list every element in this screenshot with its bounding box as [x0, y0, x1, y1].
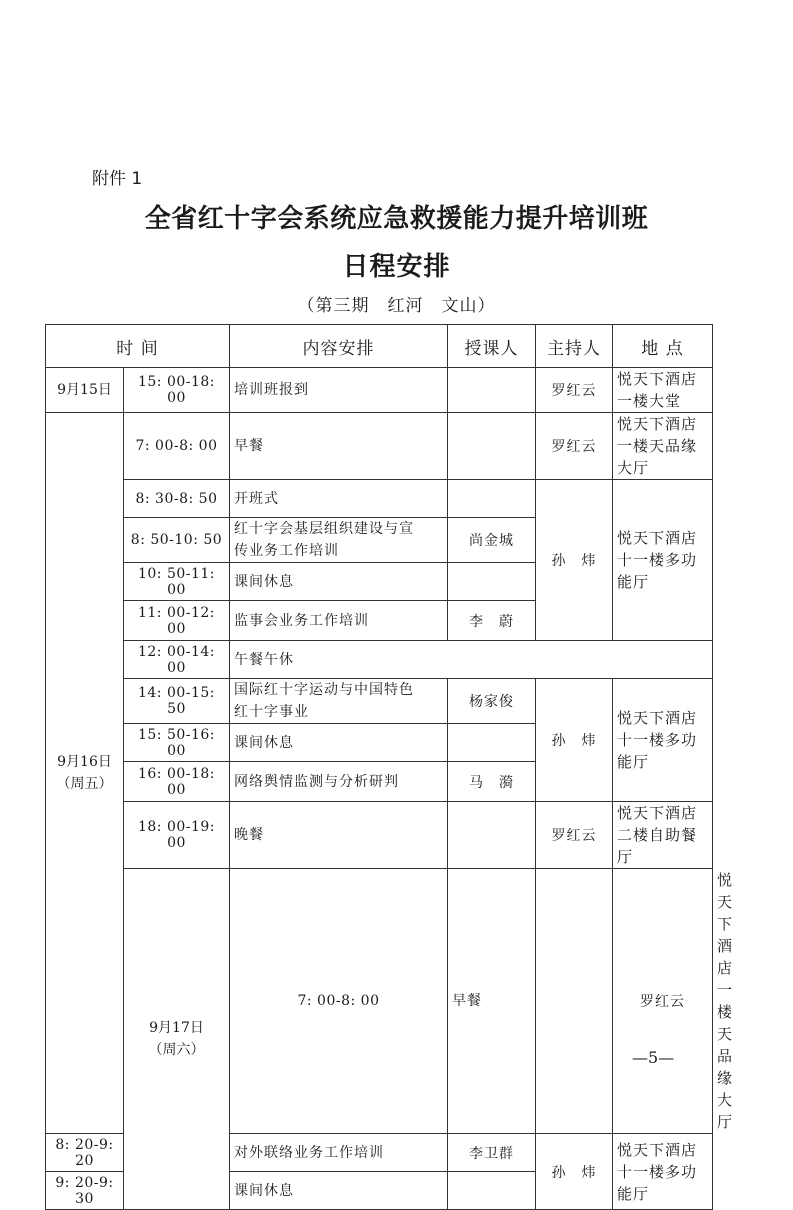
- lecturer-cell: 马 漪: [448, 762, 536, 802]
- content-cell: 午餐午休: [230, 641, 713, 679]
- schedule-table: [45, 324, 734, 1210]
- content-cell: 网络舆情监测与分析研判: [230, 762, 448, 802]
- time-cell: 9: 20-9: 30: [46, 1172, 124, 1210]
- weekday-text: （周六）: [148, 1042, 205, 1058]
- date-cell: [124, 869, 230, 1210]
- lecturer-cell: [448, 724, 536, 762]
- location-cell: 悦天下酒店 二楼自助餐 厅: [613, 802, 713, 869]
- content-cell: 晚餐: [230, 802, 448, 869]
- time-cell: 11: 00-12: 00: [124, 601, 230, 641]
- time-cell: 7: 00-8: 00: [124, 413, 230, 480]
- table-row: [46, 480, 713, 518]
- time-cell: 12: 00-14: 00: [124, 641, 230, 679]
- date-text: 9月16日: [57, 754, 112, 770]
- location-cell: 悦天下酒店 十一楼多功 能厅: [613, 1134, 713, 1210]
- document-subtitle-schedule: 日程安排: [342, 252, 451, 282]
- content-cell: 红十字会基层组织建设与宣 传业务工作培训: [230, 518, 448, 563]
- header-location: 地 点: [613, 325, 713, 368]
- host-cell: 罗红云: [536, 368, 613, 413]
- host-cell: 罗红云: [536, 802, 613, 869]
- location-cell: 悦天下酒店 一楼天品缘 大厅: [613, 413, 713, 480]
- lecturer-cell: 李卫群: [448, 1134, 536, 1172]
- table-row: [46, 413, 713, 480]
- content-cell: 早餐: [448, 869, 536, 1134]
- content-cell: 监事会业务工作培训: [230, 601, 448, 641]
- lecturer-cell: 杨家俊: [448, 679, 536, 724]
- lecturer-cell: 尚金城: [448, 518, 536, 563]
- time-cell: 16: 00-18: 00: [124, 762, 230, 802]
- date-cell: [46, 413, 124, 1134]
- header-content: 内容安排: [230, 325, 448, 368]
- lecturer-cell: [448, 1172, 536, 1210]
- page-number: —5—: [632, 1048, 675, 1067]
- session-subtitle: （第三期 红河 文山）: [297, 296, 496, 316]
- content-cell: 培训班报到: [230, 368, 448, 413]
- table-row: 9月17日 （周六） 7: 00-8: 00 早餐 罗红云 悦天下酒店 一楼天品缘 大厅: [46, 869, 713, 1134]
- content-cell: 课间休息: [230, 1172, 448, 1210]
- header-host: 主持人: [536, 325, 613, 368]
- content-cell: 课间休息: [230, 724, 448, 762]
- lecturer-cell: [448, 413, 536, 480]
- host-cell: 罗红云: [613, 869, 713, 1134]
- location-cell: 悦天下酒店 一楼大堂: [613, 368, 713, 413]
- host-cell: 孙 炜: [536, 1134, 613, 1210]
- table-row: [46, 641, 713, 679]
- time-cell: 8: 30-8: 50: [124, 480, 230, 518]
- lecturer-cell: [448, 802, 536, 869]
- time-cell: 8: 50-10: 50: [124, 518, 230, 563]
- table-row: [46, 679, 713, 724]
- time-cell: 14: 00-15: 50: [124, 679, 230, 724]
- date-cell: [46, 368, 124, 413]
- content-cell: 开班式: [230, 480, 448, 518]
- time-cell: 18: 00-19: 00: [124, 802, 230, 869]
- date-text: 9月15日: [57, 382, 112, 398]
- time-cell: 15: 50-16: 00: [124, 724, 230, 762]
- time-cell: 10: 50-11: 00: [124, 563, 230, 601]
- location-cell: 悦天下酒店 十一楼多功 能厅: [613, 679, 713, 802]
- time-cell: 15: 00-18: 00: [124, 368, 230, 413]
- date-text: 9月17日: [149, 1020, 204, 1036]
- header-time: 时 间: [46, 325, 230, 368]
- lecturer-cell: [448, 480, 536, 518]
- location-cell: 悦天下酒店 十一楼多功 能厅: [613, 480, 713, 641]
- table-row: [46, 368, 713, 413]
- host-cell: 罗红云: [536, 413, 613, 480]
- content-cell: 对外联络业务工作培训: [230, 1134, 448, 1172]
- time-cell: 8: 20-9: 20: [46, 1134, 124, 1172]
- time-cell: 7: 00-8: 00: [230, 869, 448, 1134]
- header-lecturer: 授课人: [448, 325, 536, 368]
- weekday-text: （周五）: [56, 776, 113, 792]
- content-cell: 国际红十字运动与中国特色 红十字事业: [230, 679, 448, 724]
- host-cell: 孙 炜: [536, 480, 613, 641]
- host-cell: 孙 炜: [536, 679, 613, 802]
- lecturer-cell: [448, 563, 536, 601]
- document-title: 全省红十字会系统应急救援能力提升培训班: [144, 204, 649, 234]
- lecturer-cell: [536, 869, 613, 1134]
- lecturer-cell: 李 蔚: [448, 601, 536, 641]
- attachment-label: 附件 1: [92, 169, 143, 189]
- content-cell: 早餐: [230, 413, 448, 480]
- table-row: [46, 802, 713, 869]
- lecturer-cell: [448, 368, 536, 413]
- content-cell: 课间休息: [230, 563, 448, 601]
- table-header-row: [46, 325, 713, 368]
